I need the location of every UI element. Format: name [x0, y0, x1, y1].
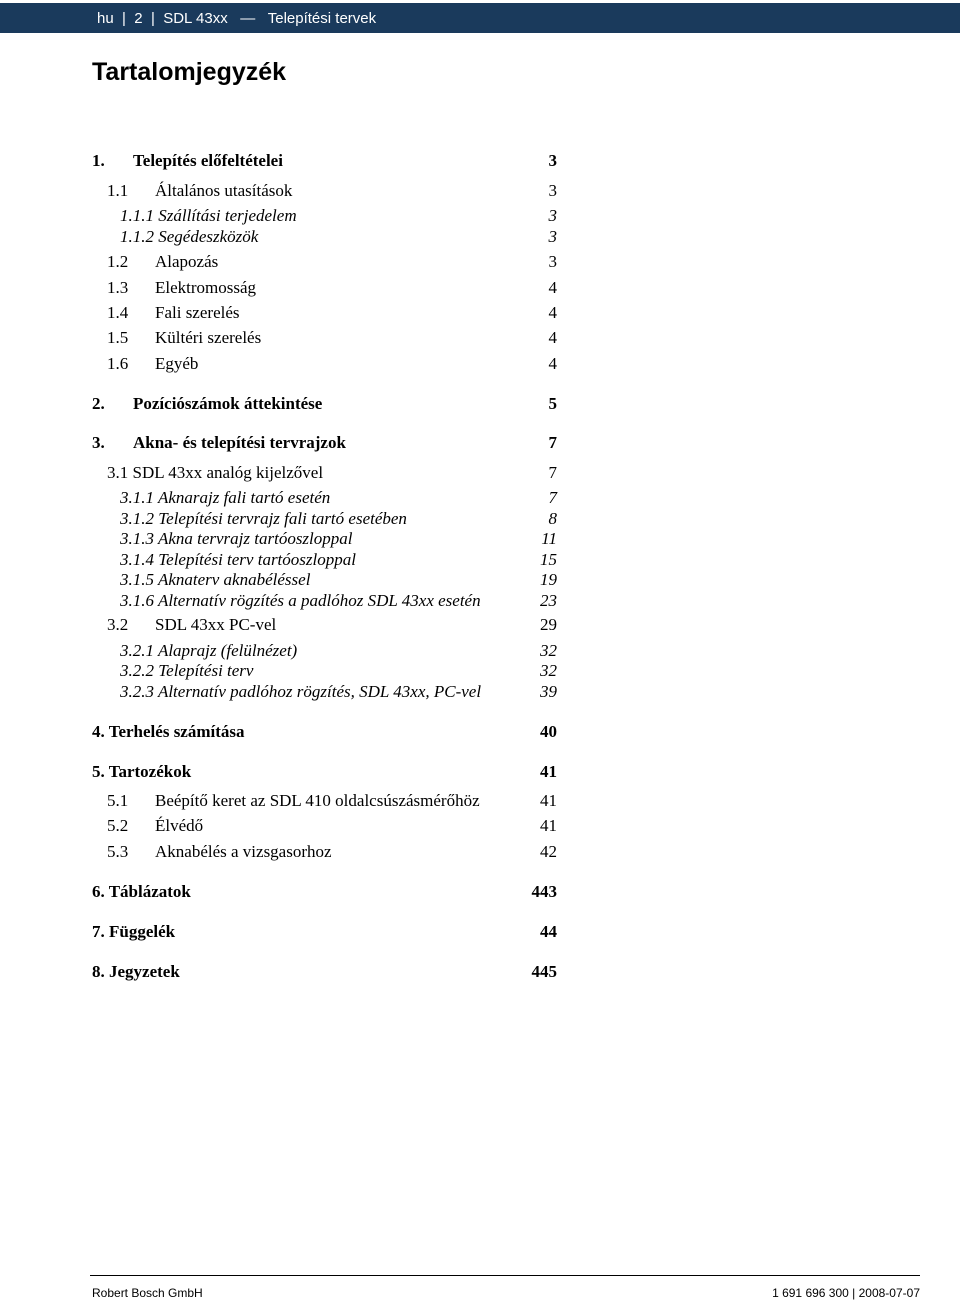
toc-entry-label: Elektromosság	[155, 278, 257, 297]
header-doc-title: Telepítési tervek	[267, 9, 377, 27]
toc-entry-number: 1.	[92, 151, 105, 170]
toc-entry-label: 6. Táblázatok	[92, 882, 191, 901]
toc-entry-number: 3.2	[107, 615, 129, 634]
toc-entry-label: Telepítés előfeltételei	[133, 151, 283, 170]
toc-entry-number: 1.6	[107, 354, 129, 373]
toc-entry-page: 445	[531, 962, 557, 981]
toc-entry-page: 7	[548, 463, 557, 482]
footer-company: Robert Bosch GmbH	[92, 1286, 203, 1300]
toc-entry-page: 3	[548, 252, 557, 271]
toc-entry-number: 1.5	[107, 328, 129, 347]
toc-entry-label: 7. Függelék	[92, 922, 176, 941]
toc-entry-page: 3	[548, 227, 557, 246]
toc-entry-label: Kültéri szerelés	[155, 328, 262, 347]
toc-entry-label: 1.1.2 Segédeszközök	[120, 227, 259, 246]
footer-doc-id: 1 691 696 300 | 2008-07-07	[772, 1286, 920, 1300]
toc-entry-page: 15	[540, 550, 557, 569]
toc-entry-number: 5.2	[107, 816, 129, 835]
toc-entry-page: 42	[540, 842, 557, 861]
toc-entry-page: 4	[548, 328, 557, 347]
toc-entry-page: 4	[548, 303, 557, 322]
toc-entry-label: Beépítő keret az SDL 410 oldalcsúszásmérőhöz	[155, 791, 480, 810]
toc-entry-label: 3.2.1 Alaprajz (felülnézet)	[120, 641, 298, 660]
toc-entry-number: 1.4	[107, 303, 129, 322]
toc-entry-number: 1.1	[107, 181, 129, 200]
toc-entry-label: 3.1.3 Akna tervrajz tartóoszloppal	[120, 529, 353, 548]
toc-entry-number: 5.3	[107, 842, 129, 861]
toc-entry-label: 3.2.2 Telepítési terv	[120, 661, 254, 680]
toc-entry-page: 41	[540, 816, 557, 835]
toc-entry-label: 3.1 SDL 43xx analóg kijelzővel	[107, 463, 324, 482]
toc-entry-number: 1.2	[107, 252, 129, 271]
header-product: SDL 43xx	[163, 9, 228, 27]
toc-entry-label: 3.2.3 Alternatív padlóhoz rögzítés, SDL 43xx, PC-vel	[120, 682, 482, 701]
toc-entry-page: 39	[540, 682, 557, 701]
toc-entry-page: 23	[540, 591, 557, 610]
toc-entry-number: 3.	[92, 433, 105, 452]
header-separator: |	[122, 9, 126, 27]
toc-entry-label: Pozíciószámok áttekintése	[133, 394, 323, 413]
header-bar	[0, 3, 960, 33]
toc-entry-label: Egyéb	[155, 354, 199, 373]
toc-entry-page: 3	[548, 206, 557, 225]
toc-entry-label: SDL 43xx PC-vel	[155, 615, 277, 634]
toc-entry-label: 1.1.1 Szállítási terjedelem	[120, 206, 297, 225]
toc-entry-page: 41	[540, 791, 557, 810]
header-language: hu	[97, 9, 114, 27]
toc-entry-page: 19	[540, 570, 557, 589]
toc-entry-label: 5. Tartozékok	[92, 762, 192, 781]
toc-entry-page: 29	[540, 615, 557, 634]
toc-entry-label: Aknabélés a vizsgasorhoz	[155, 842, 332, 861]
toc-entry-page: 11	[541, 529, 557, 548]
page-title: Tartalomjegyzék	[92, 58, 287, 86]
toc-entry-page: 32	[540, 641, 557, 660]
toc-entry-page: 8	[548, 509, 557, 528]
toc-entry-page: 3	[548, 151, 557, 170]
toc-entry-number: 1.3	[107, 278, 129, 297]
toc-entry-page: 4	[548, 278, 557, 297]
toc-entry-label: 3.1.2 Telepítési tervrajz fali tartó esetében	[120, 509, 407, 528]
header-dash: —	[240, 9, 256, 27]
toc-entry-page: 41	[540, 762, 557, 781]
toc-entry-page: 44	[540, 922, 557, 941]
toc-entry-page: 7	[548, 433, 557, 452]
toc-entry-page: 4	[548, 354, 557, 373]
toc-entry-label: Akna- és telepítési tervrajzok	[133, 433, 346, 452]
toc-entry-page: 443	[531, 882, 557, 901]
toc-entry-label: Általános utasítások	[155, 181, 293, 200]
toc-entry-label: 3.1.5 Aknaterv aknabéléssel	[120, 570, 311, 589]
toc-entry-page: 5	[548, 394, 557, 413]
toc-entry-label: 3.1.6 Alternatív rögzítés a padlóhoz SDL 43xx esetén	[120, 591, 481, 610]
toc-entry-label: 4. Terhelés számítása	[92, 722, 245, 741]
toc-entry-page: 32	[540, 661, 557, 680]
toc-entry-label: Élvédő	[155, 816, 204, 835]
toc-entry-page: 40	[540, 722, 557, 741]
toc-entry-label: 3.1.4 Telepítési terv tartóoszloppal	[120, 550, 356, 569]
toc-entry-label: 3.1.1 Aknarajz fali tartó esetén	[120, 488, 331, 507]
toc-entry-page: 7	[548, 488, 557, 507]
toc-entry-number: 2.	[92, 394, 105, 413]
toc-entry-label: Fali szerelés	[155, 303, 240, 322]
toc-entry-number: 5.1	[107, 791, 129, 810]
header-page-number: 2	[134, 9, 143, 27]
footer-divider	[90, 1275, 920, 1276]
toc-entry-page: 3	[548, 181, 557, 200]
toc-entry-label: 8. Jegyzetek	[92, 962, 180, 981]
header-separator: |	[150, 9, 155, 27]
toc-entry-label: Alapozás	[155, 252, 219, 271]
